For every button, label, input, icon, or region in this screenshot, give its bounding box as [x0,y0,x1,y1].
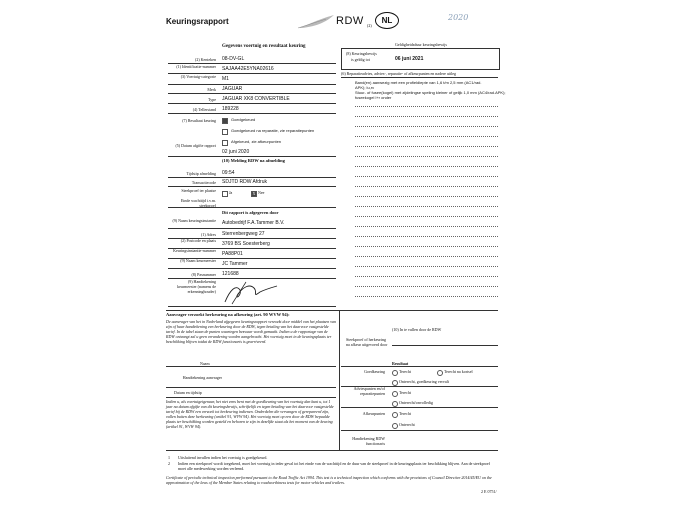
country-prefix: (2) [367,23,372,28]
transactiecode-label: Transactiecode [191,180,216,185]
datum-afgifte-label: (5) Datum afgifte rapport [175,143,216,148]
keuringsinstantie-label: Keuringsinstantie-nummer [173,248,216,253]
rdw-goedkeuring-kortsel: Terecht na kortsel [444,369,473,374]
keurmeester-value: JC Tammer [222,261,248,267]
merk-label: Merk [207,87,216,92]
rdw-steekproef-label: Steekproef of herkeuring na afkeur uitgevoerd door [346,337,388,347]
datum-afgifte-value: 02 juni 2020 [222,149,250,155]
afgever-naam-label: (9) Naam keuringsinstantie [172,218,216,223]
adres-value: Sterrenbergweg 27 [222,231,265,237]
categorie-label: (3) Voertuig-categorie [180,74,216,79]
keurmeester-label: (9) Naam keurmeester [180,258,216,263]
adres-label: (1) Adres [201,232,216,237]
geldigheid-label: Geldigheidsduur keuringsbewijs [395,42,447,47]
type-label: Type [208,97,216,102]
geldig-tot-label: is geldig tot [351,57,370,62]
tijdstip-label: Tijdstip afmelding [186,171,216,176]
bezwaar-text: De aanvrager van het in Nederland afgegeven keuringsrapport verzoekt door middel van het plaatsen van zijn of haar handtekening een herkeuring door de RDW, tegen betaling van het daarvoor vastgestelde tarief. In de tabel staan de punten waartegen bezwaar wordt gemaakt. Indien u de rapportage van de RDW ontvangt zal u geen verandering worden aangebracht. Het voertuig moet in de keuringsplaats ter beschikking blijven totdat de RDW functionaris is gearriveerd. [166,319,336,344]
result-option-checkbox-0 [222,118,228,124]
steekproef-ja-checkbox [222,191,228,197]
tijdstip-value: 09:54 [222,170,235,176]
country-code-badge: NL [375,12,399,29]
rdw-afkeur-onterecht-radio [392,423,398,429]
keuringsbewijs-label: (8) Keuringsbewijs [346,51,377,56]
rdw-feather-logo [296,14,336,30]
steekproef-ja-label: Ja [229,190,233,195]
aanvrager-handtekening-label: Handtekening aanvrager [182,375,222,380]
advies-line-2: Stuur- of fusee(kogel) met zijdelingse speling kleiner of gelijk 1,0 mm (AC4/rad.APK); [355,90,506,95]
result-option-checkbox-1 [222,129,228,135]
vehicle-section-title: Gegevens voertuig en resultaat keuring [222,44,306,49]
postcode-value: 3769 BS Soesterberg [222,241,270,247]
result-option-checkbox-2 [222,140,228,146]
identificatie-value: SAJAA42E5YNA02616 [222,66,274,72]
rdw-advies-onterecht: Onterecht/onvolledig [399,400,433,405]
footnote-1: Uitsluitend invullen indien het voertuig is goedgekeurd. [178,455,268,460]
kenteken-label: (2) Kenteken [195,57,216,62]
tellerstand-label: (4) Tellerstand [192,107,216,112]
postcode-label: (2) Postcode en plaats [180,238,216,243]
steekproef-nee-checkbox: X [252,191,256,196]
form-code: 2 E 0751/ [481,489,497,494]
advies-title: (6) Reparatieadvies, advies-, reparatie- of afkeurpunten en nadere uitleg [341,71,457,76]
keuringsinstantie-value: PA88P01 [222,251,243,257]
handwritten-year: 2020 [448,13,469,22]
rdw-advies-terecht-radio [392,391,398,397]
merk-value: JAGUAR [222,86,243,92]
steekproef-nee-label: Nee [258,190,265,195]
pasnummer-label: (8) Pasnummer [191,272,216,277]
pasnummer-value: 121688 [222,271,239,277]
aanvrager-naam-label: Naam [200,361,210,366]
advies-line-3: fuseekogel l+r onder [355,95,392,100]
result-option-0: Goedgekeurd [231,117,256,122]
tellerstand-value: 189228 [222,106,239,112]
footnote-english: Certificate of periodic technical inspection performed pursuant to the Road Traffic Act 1994. This test is a technical inspection which conforms with the provisions of Council Directive 2014/45/EU on the approximation of the laws of the Member States relating to roadworthiness tests for motor vehicles and trailers. [166,475,492,485]
rdw-brand: RDW [336,15,364,27]
result-option-2: Afgekeurd, zie afkeurpunten [231,139,282,144]
categorie-value: M1 [222,76,229,82]
transactiecode-value: SDJTD RDW Afdruk [222,179,268,185]
aanvrager-datum-label: Datum en tijdstip [174,390,202,395]
afgever-naam-value: Autobedrijf F.A.Tammer B.V. [222,220,285,226]
rdw-afkeur-onterecht: Onterecht [399,422,415,427]
bezwaar-voorwaarden: Indien u, als voertuigeigenaar, het niet eens bent met de goedkeuring van het voertuig dan kunt u, tot 1 jaar na datum afgifte van dit keuringsbewijs, schriftelijk en tegen betaling van het daarvoor vastgestelde tarief bij de RDW een verzoek tot herkeuring indienen. Onderdelen die vervangen of gerepareerd zijn, vallen buiten deze herkeuring (artikel 91, WVW 94). Het voertuig moet op een door de RDW bepaalde plaats ter beschikking worden gesteld en behoren te zijn in dezelfde staat als het moment van de keuring (artikel 91, WVW 94). [166,399,334,429]
rdw-advies-terecht: Terecht [399,390,411,395]
rdw-handtekening-label: Handtekening RDW functionaris [352,436,385,446]
rdw-adviespunten-label: Adviespunten en/of reparatiepunten [353,386,385,396]
melding-title: (10) Melding RDW na afmelding [222,158,285,163]
kenteken-value: 08-DV-GL [222,56,245,62]
rdw-box-title: (10) In te vullen door de RDW [392,327,442,332]
footnote-2: Indien een steekproef wordt toegekend, moet het voertuig in ieder geval tot het einde van de wachttijd en de duur van de steekproef in de keuringsplaats ter beschikking blijven. Aan de steekproef moet alle medewerking worden verleend. [178,461,491,471]
report-title: Keuringsrapport [166,17,229,26]
resultaat-label: (7) Resultaat keuring [182,118,216,123]
keurmeester-signature [222,280,282,306]
wachttijd-label: Einde wachttijd i.v.m. steekproef [180,198,216,208]
afgever-title: Dit rapport is afgegeven door [222,210,279,215]
rdw-goedkeuring-terecht: Terecht [399,369,411,374]
rdw-afkeur-terecht: Terecht [399,411,411,416]
advies-line-0: Band(en) aanwezig met een profieldiepte van 1,6 t/m 2,5 mm (AC1/rad. [355,80,482,85]
rdw-goedkeuring-terecht-radio [392,370,398,376]
steekproef-label: Steekproef ter plaatse [181,188,216,193]
rdw-afkeurpunten-label: Afkeurpunten [362,411,385,416]
bezwaar-title: Aanvrager verzoekt herkeuring na afkeuring (art. 90 WVW 94): [166,312,290,317]
result-option-1: Goedgekeurd na reparatie, zie reparatiepunten [231,128,315,133]
type-value: JAGUAR XK8 CONVERTIBLE [222,96,290,102]
footnote-2-number: 2 [168,461,170,466]
geldig-tot-value: 06 juni 2021 [395,56,424,62]
rdw-resultaat-label: Resultaat [392,361,409,366]
rdw-goedkeuring-kortsel-radio [437,370,443,376]
advies-line-1: APK); lu,rv [355,85,375,90]
rdw-goedkeuring-onterecht: Onterecht, goedkeuring vervalt [399,379,449,384]
rdw-afkeur-terecht-radio [392,412,398,418]
handtekening-keurmeester-label: (9) Handtekening keurmeester (namens de erkenninghouder) [177,279,216,294]
rdw-goedkeuring-label: Goedkeuring [364,369,385,374]
identificatie-label: (1) Identificatie-nummer [176,64,216,69]
footnote-1-number: 1 [168,455,170,460]
